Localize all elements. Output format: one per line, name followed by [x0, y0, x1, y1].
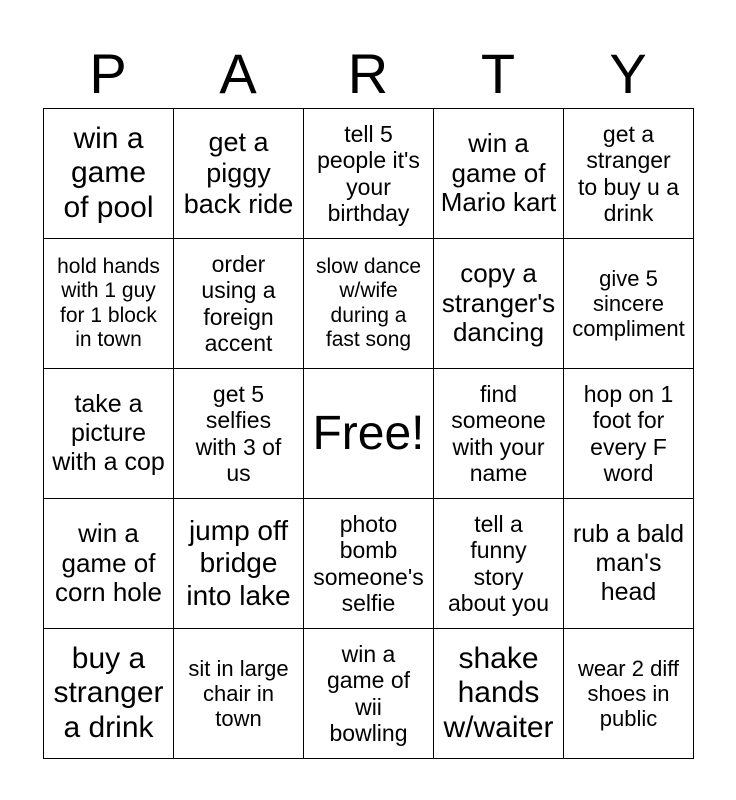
bingo-cell[interactable]: [304, 499, 434, 629]
bingo-cell[interactable]: [174, 499, 304, 629]
bingo-cell-text: win a game of Mario kart: [440, 127, 557, 218]
bingo-cell-text: find someone with your name: [451, 380, 546, 486]
bingo-cell-text: take a picture with a cop: [52, 390, 165, 476]
bingo-board: [43, 108, 694, 759]
bingo-cell[interactable]: [434, 629, 564, 759]
bingo-cell[interactable]: [44, 499, 174, 629]
bingo-cell[interactable]: [434, 369, 564, 499]
bingo-cell[interactable]: [174, 109, 304, 239]
bingo-cell[interactable]: [434, 239, 564, 369]
bingo-cell-text: hold hands with 1 guy for 1 block in town: [57, 255, 160, 351]
bingo-cell[interactable]: [304, 239, 434, 369]
bingo-cell-text: get a piggy back ride: [183, 126, 294, 220]
header-letter-r: R: [347, 42, 389, 105]
bingo-cell-text: rub a bald man's head: [572, 520, 685, 606]
bingo-cell[interactable]: [174, 239, 304, 369]
bingo-cell-text: slow dance w/wife during a fast song: [315, 255, 422, 351]
header-letter-y: Y: [609, 42, 647, 105]
header-letter-p: P: [89, 42, 127, 105]
bingo-cell-text: Free!: [312, 406, 425, 460]
bingo-cell-text: win a game of corn hole: [55, 517, 162, 608]
bingo-cell-text: win a game of pool: [63, 121, 154, 224]
bingo-cell-text: tell 5 people it's your birthday: [317, 120, 420, 226]
bingo-cell[interactable]: [304, 629, 434, 759]
bingo-cell[interactable]: [434, 499, 564, 629]
bingo-cell-text: tell a funny story about you: [447, 510, 550, 616]
bingo-cell[interactable]: [174, 369, 304, 499]
header-letter-a: A: [219, 42, 257, 105]
bingo-cell[interactable]: [564, 239, 694, 369]
bingo-cell-text: wear 2 diff shoes in public: [577, 655, 680, 732]
board-row: [44, 239, 694, 369]
bingo-cell-text: hop on 1 foot for every F word: [583, 380, 674, 486]
bingo-cell[interactable]: [434, 109, 564, 239]
bingo-cell-text: buy a stranger a drink: [53, 641, 164, 744]
bingo-cell-text: get 5 selfies with 3 of us: [195, 380, 282, 486]
bingo-cell[interactable]: [564, 629, 694, 759]
bingo-cell[interactable]: [564, 369, 694, 499]
header-letter-t: T: [480, 42, 516, 105]
bingo-cell-text: sit in large chair in town: [188, 655, 289, 732]
bingo-cell[interactable]: [564, 499, 694, 629]
bingo-cell[interactable]: [564, 109, 694, 239]
bingo-header: [43, 40, 693, 108]
bingo-cell-text: give 5 sincere compliment: [572, 265, 685, 342]
bingo-cell[interactable]: [44, 369, 174, 499]
bingo-cell[interactable]: [44, 239, 174, 369]
bingo-cell-text: jump off bridge into lake: [186, 515, 291, 611]
bingo-cell[interactable]: [174, 629, 304, 759]
bingo-cell-text: copy a stranger's dancing: [441, 257, 556, 348]
bingo-cell[interactable]: [304, 109, 434, 239]
board-row: [44, 109, 694, 239]
bingo-cell-text: order using a foreign accent: [201, 250, 276, 356]
bingo-cell-text: get a stranger to buy u a drink: [577, 120, 680, 226]
bingo-cell-text: photo bomb someone's selfie: [313, 510, 424, 616]
bingo-cell-text: win a game of wii bowling: [326, 640, 411, 746]
board-row: [44, 499, 694, 629]
bingo-cell-text: shake hands w/waiter: [443, 641, 554, 744]
board-row: [44, 629, 694, 759]
board-row: [44, 369, 694, 499]
bingo-cell[interactable]: [44, 109, 174, 239]
bingo-cell[interactable]: [304, 369, 434, 499]
bingo-cell[interactable]: [44, 629, 174, 759]
